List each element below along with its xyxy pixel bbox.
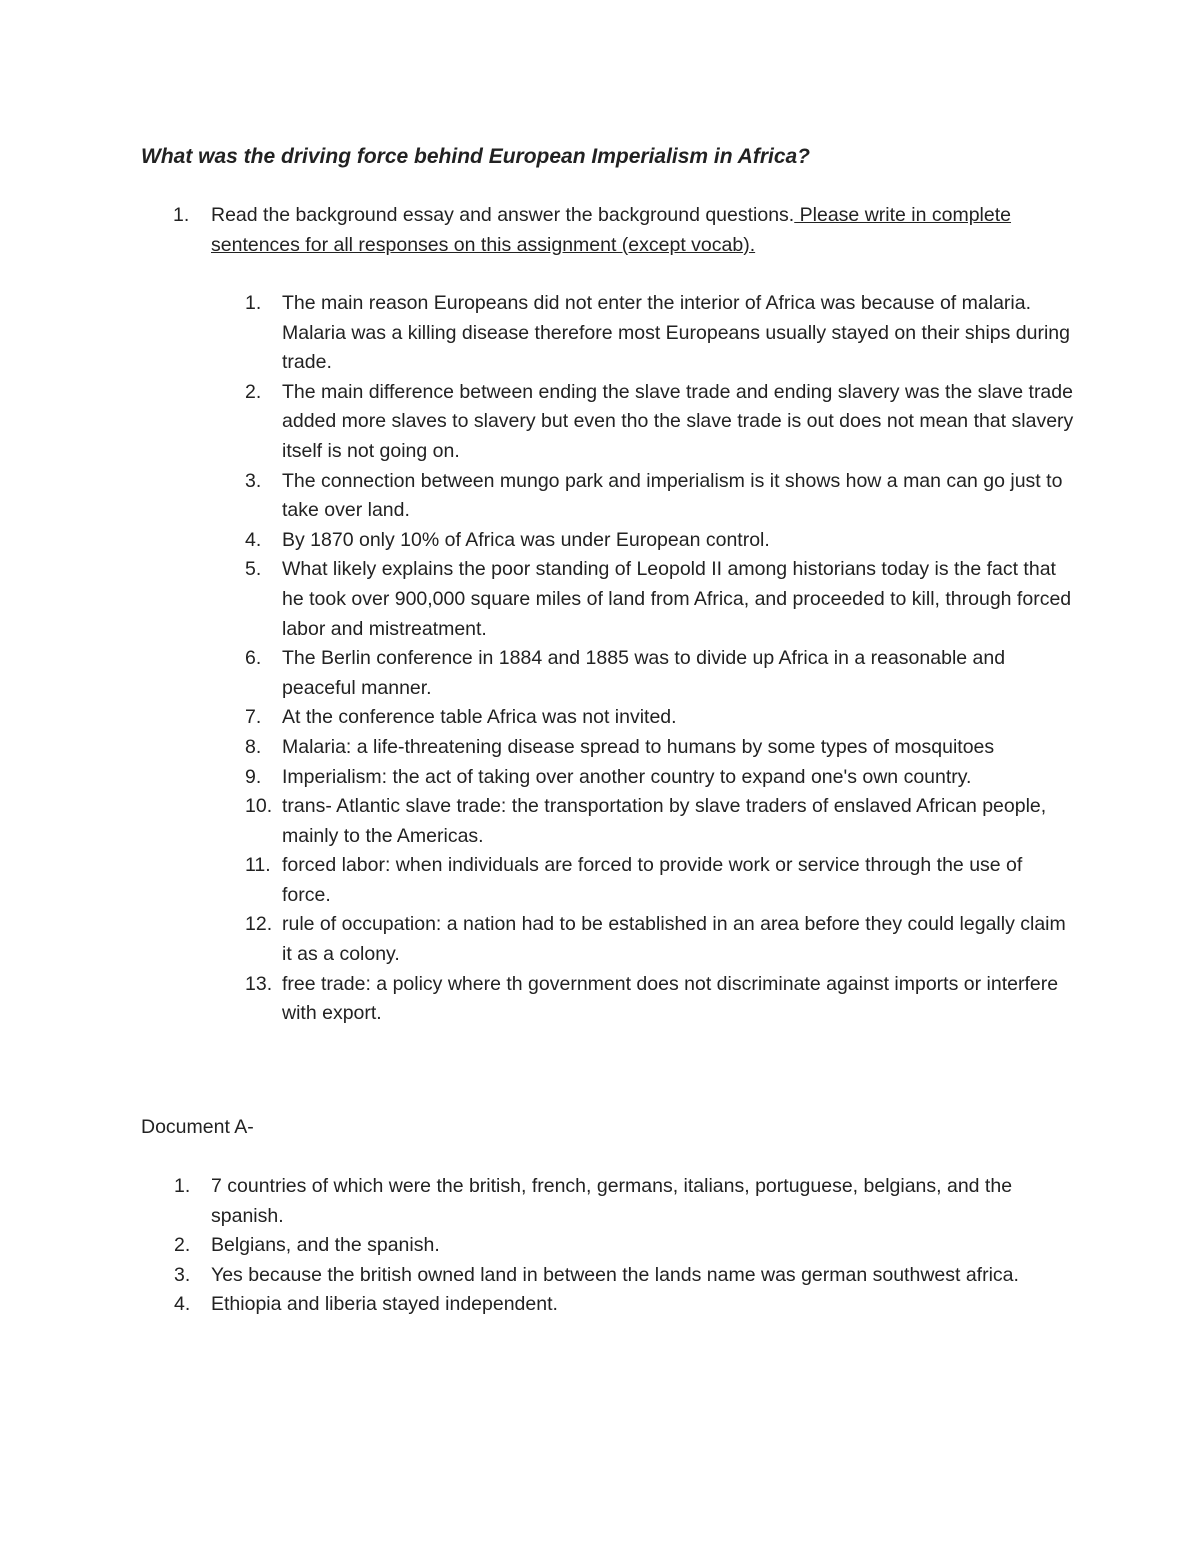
- list-item-number: 7.: [245, 706, 262, 729]
- list-item-number: 2.: [174, 1234, 191, 1257]
- list-item: [245, 467, 1075, 526]
- document-a-answers-list: [174, 1172, 1054, 1320]
- list-item: [245, 644, 1075, 703]
- list-item-text: Yes because the british owned land in between the lands name was german southwest africa.: [211, 1263, 1019, 1286]
- list-item-text: 7 countries of which were the british, french, germans, italians, portuguese, belgians, and the spanish.: [211, 1175, 1013, 1227]
- list-item: [245, 851, 1075, 910]
- list-item-number: 3.: [174, 1263, 191, 1286]
- list-item: [174, 1290, 1054, 1320]
- list-item-number: 1.: [245, 292, 262, 314]
- list-item-number: 11.: [245, 854, 271, 877]
- list-item-text: The main difference between ending the slave trade and ending slavery was the slave trade added more slaves to slavery but even tho the slave trade is out does not mean that slavery itself is not going on.: [282, 380, 1074, 462]
- list-item-text: The connection between mungo park and imperialism is it shows how a man can go just to take over land.: [282, 469, 1063, 522]
- list-item: [245, 733, 1075, 763]
- list-item: [245, 378, 1075, 467]
- list-item-number: 4.: [174, 1293, 191, 1316]
- list-item: [245, 526, 1075, 556]
- background-answers-list: [245, 289, 1075, 1029]
- instruction-number: 1.: [173, 204, 190, 226]
- list-item: [245, 555, 1075, 644]
- list-item-number: 1.: [174, 1175, 191, 1197]
- list-item: [245, 703, 1075, 733]
- list-item-number: 10.: [245, 795, 273, 818]
- list-item-text: At the conference table Africa was not invited.: [282, 706, 677, 729]
- list-item-text: Imperialism: the act of taking over another country to expand one's own country.: [282, 765, 972, 788]
- list-item-number: 9.: [245, 765, 262, 788]
- list-item: [245, 910, 1075, 969]
- list-item-text: By 1870 only 10% of Africa was under European control.: [282, 528, 770, 551]
- list-item-text: rule of occupation: a nation had to be established in an area before they could legally claim it as a colony.: [282, 913, 1066, 966]
- list-item-number: 5.: [245, 558, 262, 581]
- instruction-plain-text: Read the background essay and answer the background questions.: [211, 204, 795, 226]
- list-item-text: trans- Atlantic slave trade: the transportation by slave traders of enslaved African people, mainly to the Americas.: [282, 795, 1047, 847]
- list-item: [174, 1172, 1054, 1231]
- list-item-number: 4.: [245, 528, 262, 551]
- list-item-number: 6.: [245, 647, 262, 670]
- list-item-number: 8.: [245, 735, 262, 758]
- list-item-text: Belgians, and the spanish.: [211, 1234, 440, 1257]
- list-item: [245, 792, 1075, 851]
- list-item-text: The main reason Europeans did not enter the interior of Africa was because of malaria. Malaria was a killing disease therefore most Europeans usually stayed on their ships during trade.: [282, 292, 1070, 374]
- list-item: [174, 1231, 1054, 1261]
- list-item: [245, 289, 1075, 378]
- list-item-text: forced labor: when individuals are forced to provide work or service through the use of force.: [282, 854, 1023, 906]
- list-item-text: free trade: a policy where th government does not discriminate against imports or interfere with export.: [282, 972, 1059, 1025]
- list-item: [174, 1261, 1054, 1291]
- instruction-underlined-text: Please write in complete sentences for all responses on this assignment (except vocab).: [211, 204, 1012, 256]
- list-item-number: 3.: [245, 469, 262, 492]
- list-item-number: 12.: [245, 913, 273, 936]
- list-item-text: The Berlin conference in 1884 and 1885 was to divide up Africa in a reasonable and peaceful manner.: [282, 647, 1006, 699]
- list-item-number: 2.: [245, 380, 262, 403]
- list-item: [245, 763, 1075, 793]
- list-item: [245, 970, 1075, 1029]
- document-a-heading: Document A-: [141, 1116, 254, 1138]
- instruction-item: [173, 201, 1053, 260]
- list-item-number: 13.: [245, 972, 273, 995]
- list-item-text: Ethiopia and liberia stayed independent.: [211, 1293, 558, 1316]
- page-title: What was the driving force behind European Imperialism in Africa?: [141, 145, 811, 168]
- list-item-text: Malaria: a life-threatening disease spread to humans by some types of mosquitoes: [282, 735, 995, 758]
- list-item-text: What likely explains the poor standing of Leopold II among historians today is the fact that he took over 900,000 square miles of land from Africa, and proceeded to kill, through forced labor and mistreatment.: [282, 558, 1072, 640]
- instruction-text: [211, 201, 1053, 260]
